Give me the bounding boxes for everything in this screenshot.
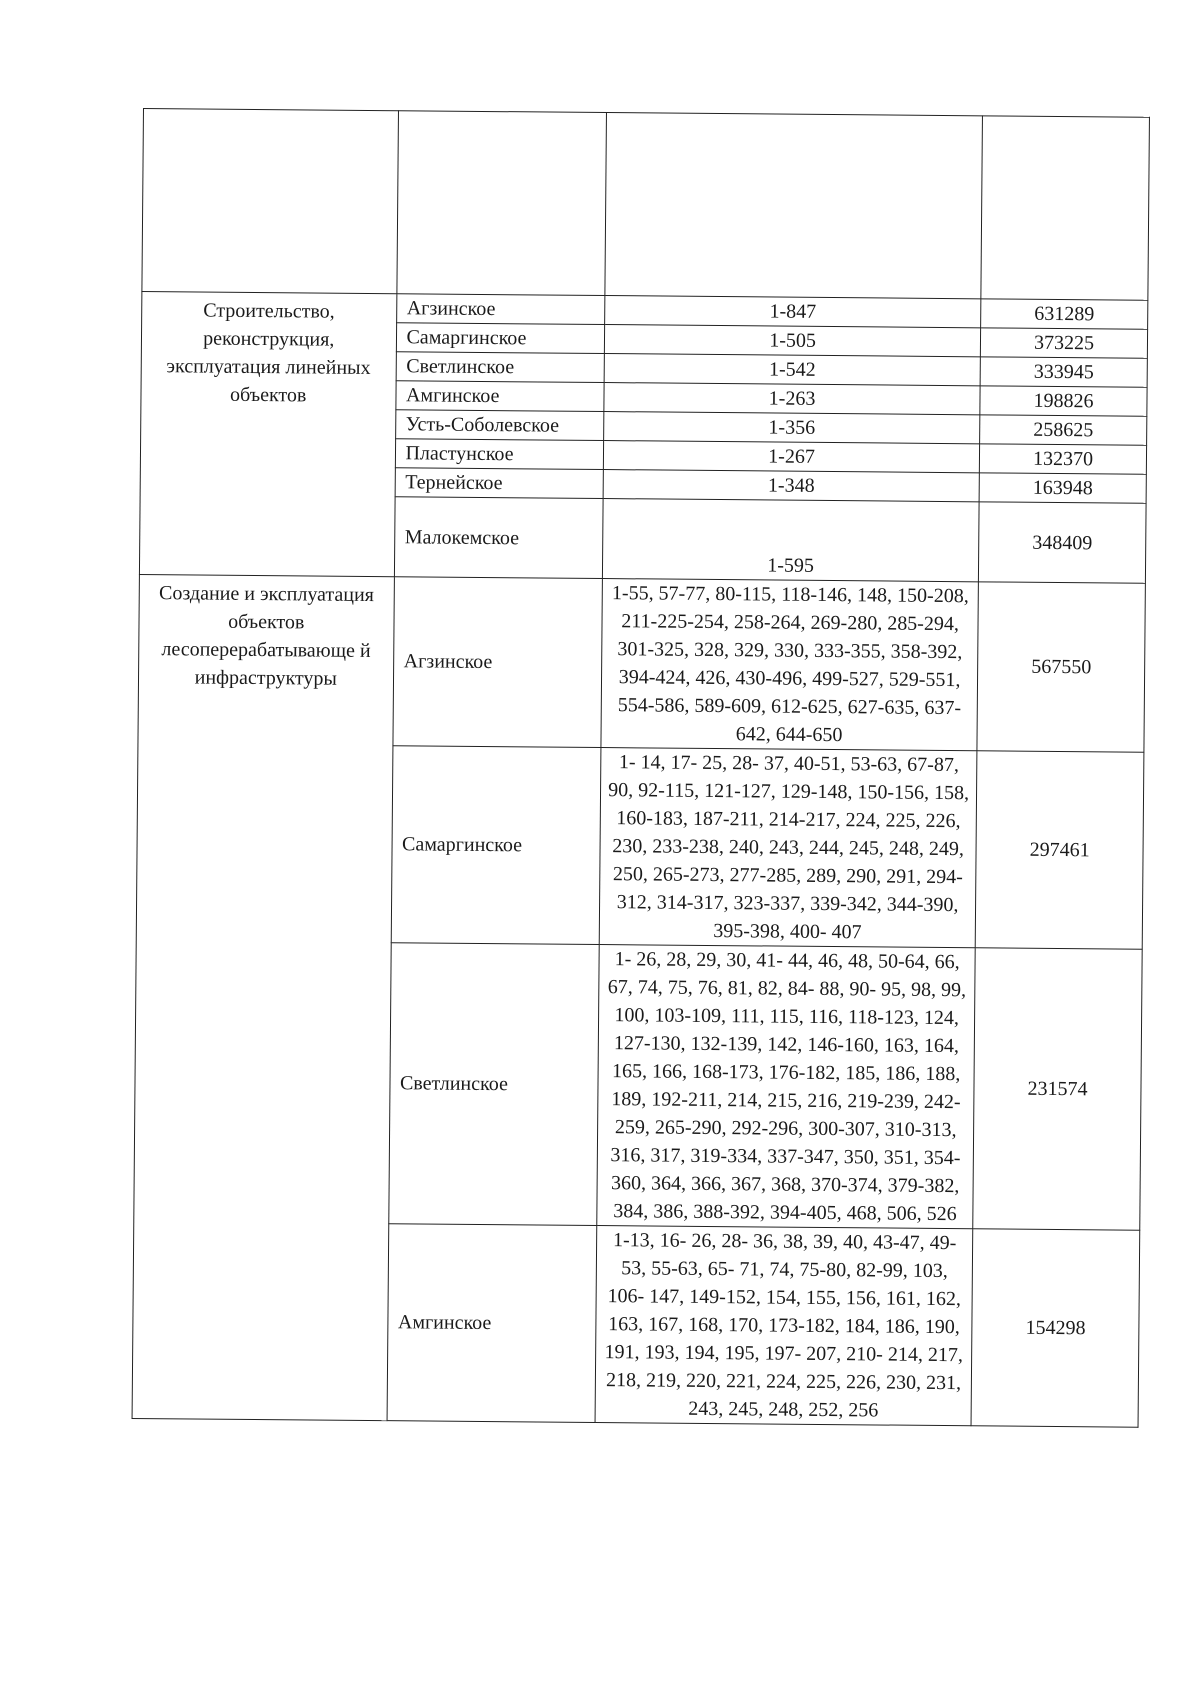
- quarters-cell: 1-55, 57-77, 80-115, 118-146, 148, 150-208, 211-225-254, 258-264, 269-280, 285-294, 301-325, 328, 329, 330, 333-355, 358-392, 394-424, 426, 430-496, 499-527, 529-551, 554-586, 589-609, 612-625, 627-635, 637-642, 644-650: [601, 579, 979, 751]
- district-cell: Самаргинское: [391, 746, 601, 945]
- area-cell: 297461: [975, 751, 1143, 949]
- purpose-text: Создание и эксплуатация объектов лесоперерабатывающе й инфраструктуры: [158, 582, 375, 690]
- header-cell: [142, 109, 398, 294]
- header-cell: [396, 111, 606, 296]
- area-cell: 333945: [980, 357, 1147, 387]
- area-cell: 373225: [981, 328, 1148, 358]
- district-cell: Пластунское: [395, 439, 604, 470]
- quarters-cell: 1-348: [603, 470, 980, 502]
- area-cell: 348409: [979, 502, 1146, 583]
- quarters-cell: 1-847: [605, 296, 982, 328]
- header-row-empty: [142, 109, 1150, 301]
- district-cell: Амгинское: [395, 381, 604, 412]
- district-cell: Агзинское: [396, 294, 605, 325]
- area-cell: 231574: [973, 948, 1142, 1230]
- quarters-cell: 1-595: [602, 499, 979, 582]
- quarters-cell: 1-267: [603, 441, 980, 473]
- header-cell: [981, 116, 1149, 300]
- quarters-cell: 1-356: [604, 412, 981, 444]
- quarters-cell: 1-542: [604, 354, 981, 386]
- district-cell: Самаргинское: [396, 323, 605, 354]
- area-cell: 258625: [980, 415, 1147, 445]
- district-cell: Светлинское: [388, 943, 599, 1226]
- area-cell: 567550: [977, 582, 1145, 752]
- area-cell: 198826: [980, 386, 1147, 416]
- area-cell: 631289: [981, 299, 1148, 329]
- area-cell: 163948: [979, 473, 1146, 503]
- purpose-cell: [132, 574, 394, 1420]
- district-cell: Амгинское: [387, 1224, 597, 1423]
- quarters-cell: 1-263: [604, 383, 981, 415]
- district-cell: Усть-Соболевское: [395, 410, 604, 441]
- district-cell: Малокемское: [394, 497, 603, 579]
- quarters-cell: 1- 14, 17- 25, 28- 37, 40-51, 53-63, 67-87, 90, 92-115, 121-127, 129-148, 150-156, 158, 160-183, 187-211, 214-217, 224, 225, 226, 230, 233-238, 240, 243, 244, 245, 248, 249, 250, 265-273, 277-285, 289, 290, 291, 294-312, 314-317, 323-337, 339-342, 344-390, 395-398, 400- 407: [599, 748, 977, 948]
- area-cell: 154298: [971, 1229, 1139, 1427]
- quarters-cell: 1-505: [604, 325, 981, 357]
- purpose-cell: [139, 291, 396, 576]
- area-cell: 132370: [980, 444, 1147, 474]
- land-table: [132, 108, 1150, 1428]
- table-row: [138, 574, 1145, 752]
- district-cell: Агзинское: [392, 577, 602, 748]
- district-cell: Светлинское: [396, 352, 605, 383]
- header-cell: [605, 113, 983, 299]
- quarters-cell: 1- 26, 28, 29, 30, 41- 44, 46, 48, 50-64, 66, 67, 74, 75, 76, 81, 82, 84- 88, 90- 95, 98, 99, 100, 103-109, 111, 115, 116, 118-123, 124, 127-130, 132-139, 142, 146-160, 163, 164, 165, 166, 168-173, 176-182, 185, 186, 188, 189, 192-211, 214, 215, 216, 219-239, 242- 259, 265-290, 292-296, 300-307, 310-313, 316, 317, 319-334, 337-347, 350, 351, 354-360, 364, 366, 367, 368, 370-374, 379-382, 384, 386, 388-392, 394-405, 468, 506, 526: [597, 945, 976, 1229]
- quarters-cell: 1-13, 16- 26, 28- 36, 38, 39, 40, 43-47, 49-53, 55-63, 65- 71, 74, 75-80, 82-99, 103, 106- 147, 149-152, 154, 155, 156, 161, 162, 163, 167, 168, 170, 173-182, 184, 186, 190, 191, 193, 194, 195, 197- 207, 210- 214, 217, 218, 219, 220, 221, 224, 225, 226, 230, 231, 243, 245, 248, 252, 256: [595, 1226, 973, 1426]
- district-cell: Тернейское: [395, 468, 604, 499]
- purpose-text: Строительство, реконструкция, эксплуатация линейных объектов: [166, 299, 371, 407]
